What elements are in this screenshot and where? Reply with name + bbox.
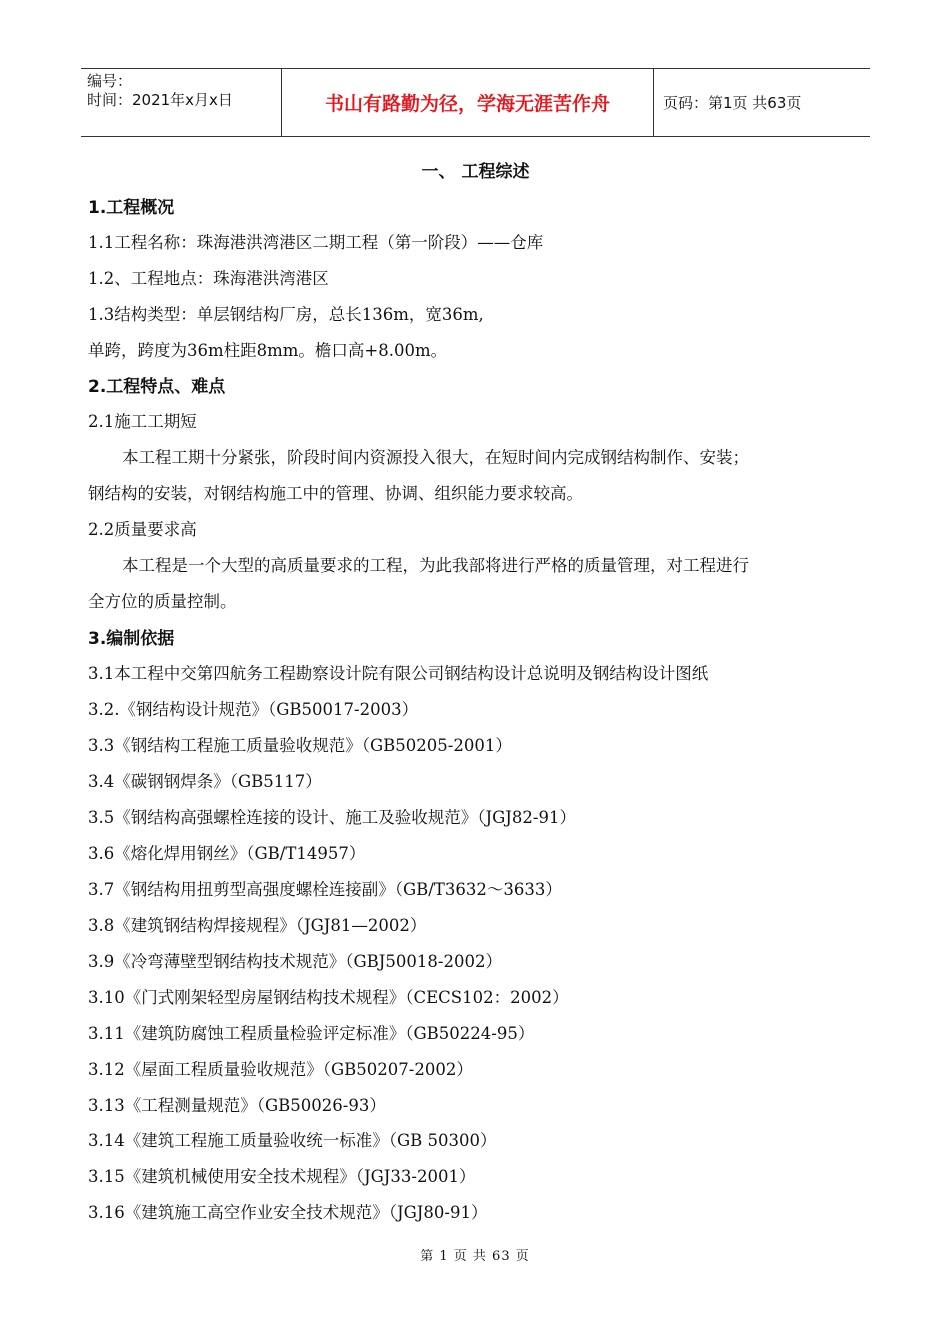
body-line: 3.10《门式刚架轻型房屋钢结构技术规程》（CECS102：2002） [88,988,569,1007]
body-line: 全方位的质量控制。 [88,592,237,611]
header-page-info: 页码：第1页 共63页 [663,94,802,112]
body-line: 1.1工程名称：珠海港洪湾港区二期工程（第一阶段）——仓库 [88,233,544,252]
body-line: 本工程是一个大型的高质量要求的工程，为此我部将进行严格的质量管理，对工程进行 [122,556,749,575]
body-line: 3.8《建筑钢结构焊接规程》（JGJ81—2002） [88,916,427,935]
body-line: 3.12《屋面工程质量验收规范》（GB50207-2002） [88,1060,473,1079]
header-meta-cell [81,69,282,136]
section-heading: 2.工程特点、难点 [88,377,226,397]
body-line: 3.16《建筑施工高空作业安全技术规范》（JGJ80-91） [88,1203,488,1222]
body-line: 3.4《碳钢钢焊条》（GB5117） [88,772,322,791]
body-line: 3.2.《钢结构设计规范》（GB50017-2003） [88,700,419,719]
section-title: 一、 工程综述 [421,162,530,182]
body-line: 3.3《钢结构工程施工质量验收规范》（GB50205-2001） [88,736,512,755]
page-footer: 第 1 页 共 63 页 [420,1249,530,1264]
header-time: 时间：2021年x月x日 [87,91,233,109]
body-line: 3.14《建筑工程施工质量验收统一标准》（GB 50300） [88,1131,497,1150]
body-line: 3.9《冷弯薄壁型钢结构技术规范》（GBJ50018-2002） [88,952,502,971]
body-line: 3.13《工程测量规范》（GB50026-93） [88,1096,386,1115]
header-motto: 书山有路勤为径，学海无涯苦作舟 [282,69,654,136]
section-heading: 3.编制依据 [88,629,175,649]
body-line: 钢结构的安装，对钢结构施工中的管理、协调、组织能力要求较高。 [88,484,583,503]
section-heading: 1.工程概况 [88,198,175,218]
body-line: 1.2、工程地点：珠海港洪湾港区 [88,269,329,288]
body-line: 3.6《熔化焊用钢丝》（GB/T14957） [88,844,366,863]
body-line: 3.7《钢结构用扭剪型高强度螺栓连接副》（GB/T3632～3633） [88,880,562,899]
body-line: 本工程工期十分紧张，阶段时间内资源投入很大，在短时间内完成钢结构制作、安装； [122,448,749,467]
page-header [81,68,870,137]
body-line: 1.3结构类型：单层钢结构厂房，总长136m，宽36m, [88,305,484,324]
body-line: 3.11《建筑防腐蚀工程质量检验评定标准》（GB50224-95） [88,1024,535,1043]
header-number: 编号： [87,72,133,90]
body-line: 3.15《建筑机械使用安全技术规程》（JGJ33-2001） [88,1167,476,1186]
body-line: 3.1本工程中交第四航务工程勘察设计院有限公司钢结构设计总说明及钢结构设计图纸 [88,664,709,683]
body-line: 3.5《钢结构高强螺栓连接的设计、施工及验收规范》（JGJ82-91） [88,808,576,827]
body-line: 2.2质量要求高 [88,520,197,539]
body-line: 单跨，跨度为36m柱距8mm。檐口高+8.00m。 [88,341,448,360]
body-line: 2.1施工工期短 [88,412,197,431]
